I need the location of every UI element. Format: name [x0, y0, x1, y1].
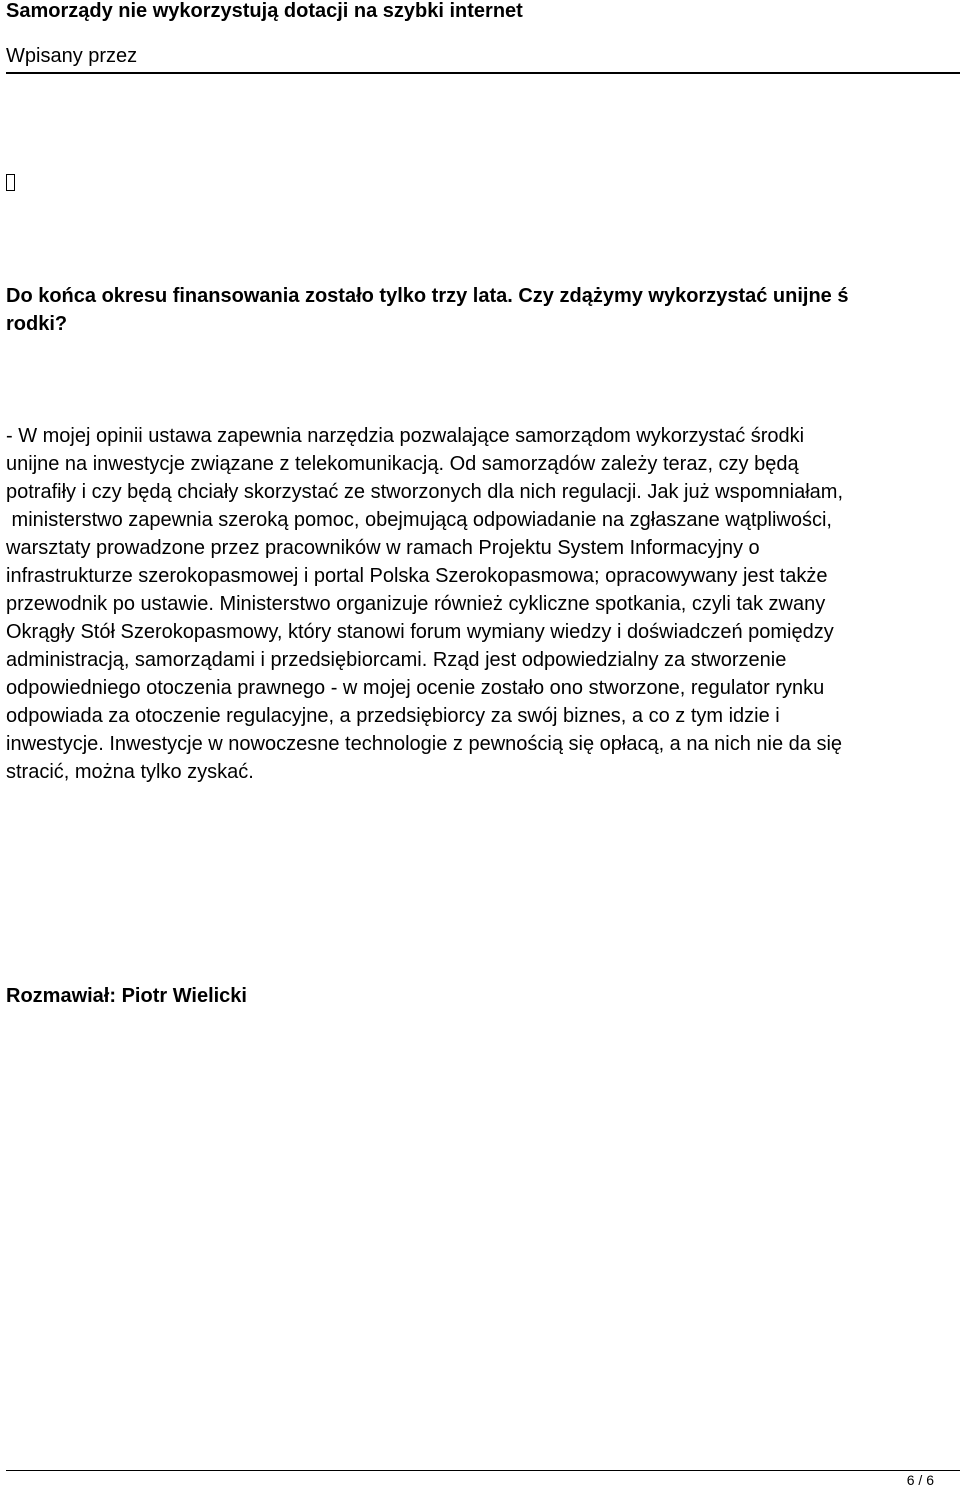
question-line: rodki?	[6, 313, 68, 335]
answer-line: infrastrukturze szerokopasmowej i portal Polska Szerokopasmowa; opracowywany jest także	[6, 565, 828, 587]
answer-line: stracić, można tylko zyskać.	[6, 761, 254, 783]
header-divider	[6, 72, 960, 74]
answer-line: unijne na inwestycje związane z telekomunikacją. Od samorządów zależy teraz, czy będą	[6, 453, 799, 475]
answer-line: ministerstwo zapewnia szeroką pomoc, obejmującą odpowiadanie na zgłaszane wątpliwości,	[6, 509, 832, 531]
answer-line: warsztaty prowadzone przez pracowników w ramach Projektu System Informacyjny o	[6, 537, 760, 559]
answer-line: odpowiedniego otoczenia prawnego - w mojej ocenie zostało ono stworzone, regulator rynku	[6, 677, 825, 699]
answer-line: potrafiły i czy będą chciały skorzystać ze stworzonych dla nich regulacji. Jak już wspomniałam,	[6, 481, 844, 503]
interview-question	[6, 282, 956, 338]
author-byline: Wpisany przez	[6, 45, 138, 67]
answer-line: administracją, samorządami i przedsiębiorcami. Rząd jest odpowiedzialny za stworzenie	[6, 649, 787, 671]
page-title: Samorządy nie wykorzystują dotacji na szybki internet	[6, 0, 523, 22]
answer-line: przewodnik po ustawie. Ministerstwo organizuje również cykliczne spotkania, czyli tak zwany	[6, 593, 826, 615]
answer-line: odpowiada za otoczenie regulacyjne, a przedsiębiorcy za swój biznes, a co z tym idzie i	[6, 705, 780, 727]
interviewer-credit: Rozmawiał: Piotr Wielicki	[6, 985, 247, 1007]
interview-answer	[6, 422, 954, 786]
answer-line: Okrągły Stół Szerokopasmowy, który stanowi forum wymiany wiedzy i doświadczeń pomiędzy	[6, 621, 834, 643]
answer-line: inwestycje. Inwestycje w nowoczesne technologie z pewnością się opłacą, a na nich nie da się	[6, 733, 843, 755]
page-number: 6 / 6	[906, 1472, 934, 1488]
question-line: Do końca okresu finansowania zostało tylko trzy lata. Czy zdążymy wykorzystać unijne ś	[6, 285, 849, 307]
missing-glyph-icon	[6, 174, 15, 191]
answer-line: - W mojej opinii ustawa zapewnia narzędzia pozwalające samorządom wykorzystać środki	[6, 425, 805, 447]
footer-divider	[6, 1470, 960, 1471]
